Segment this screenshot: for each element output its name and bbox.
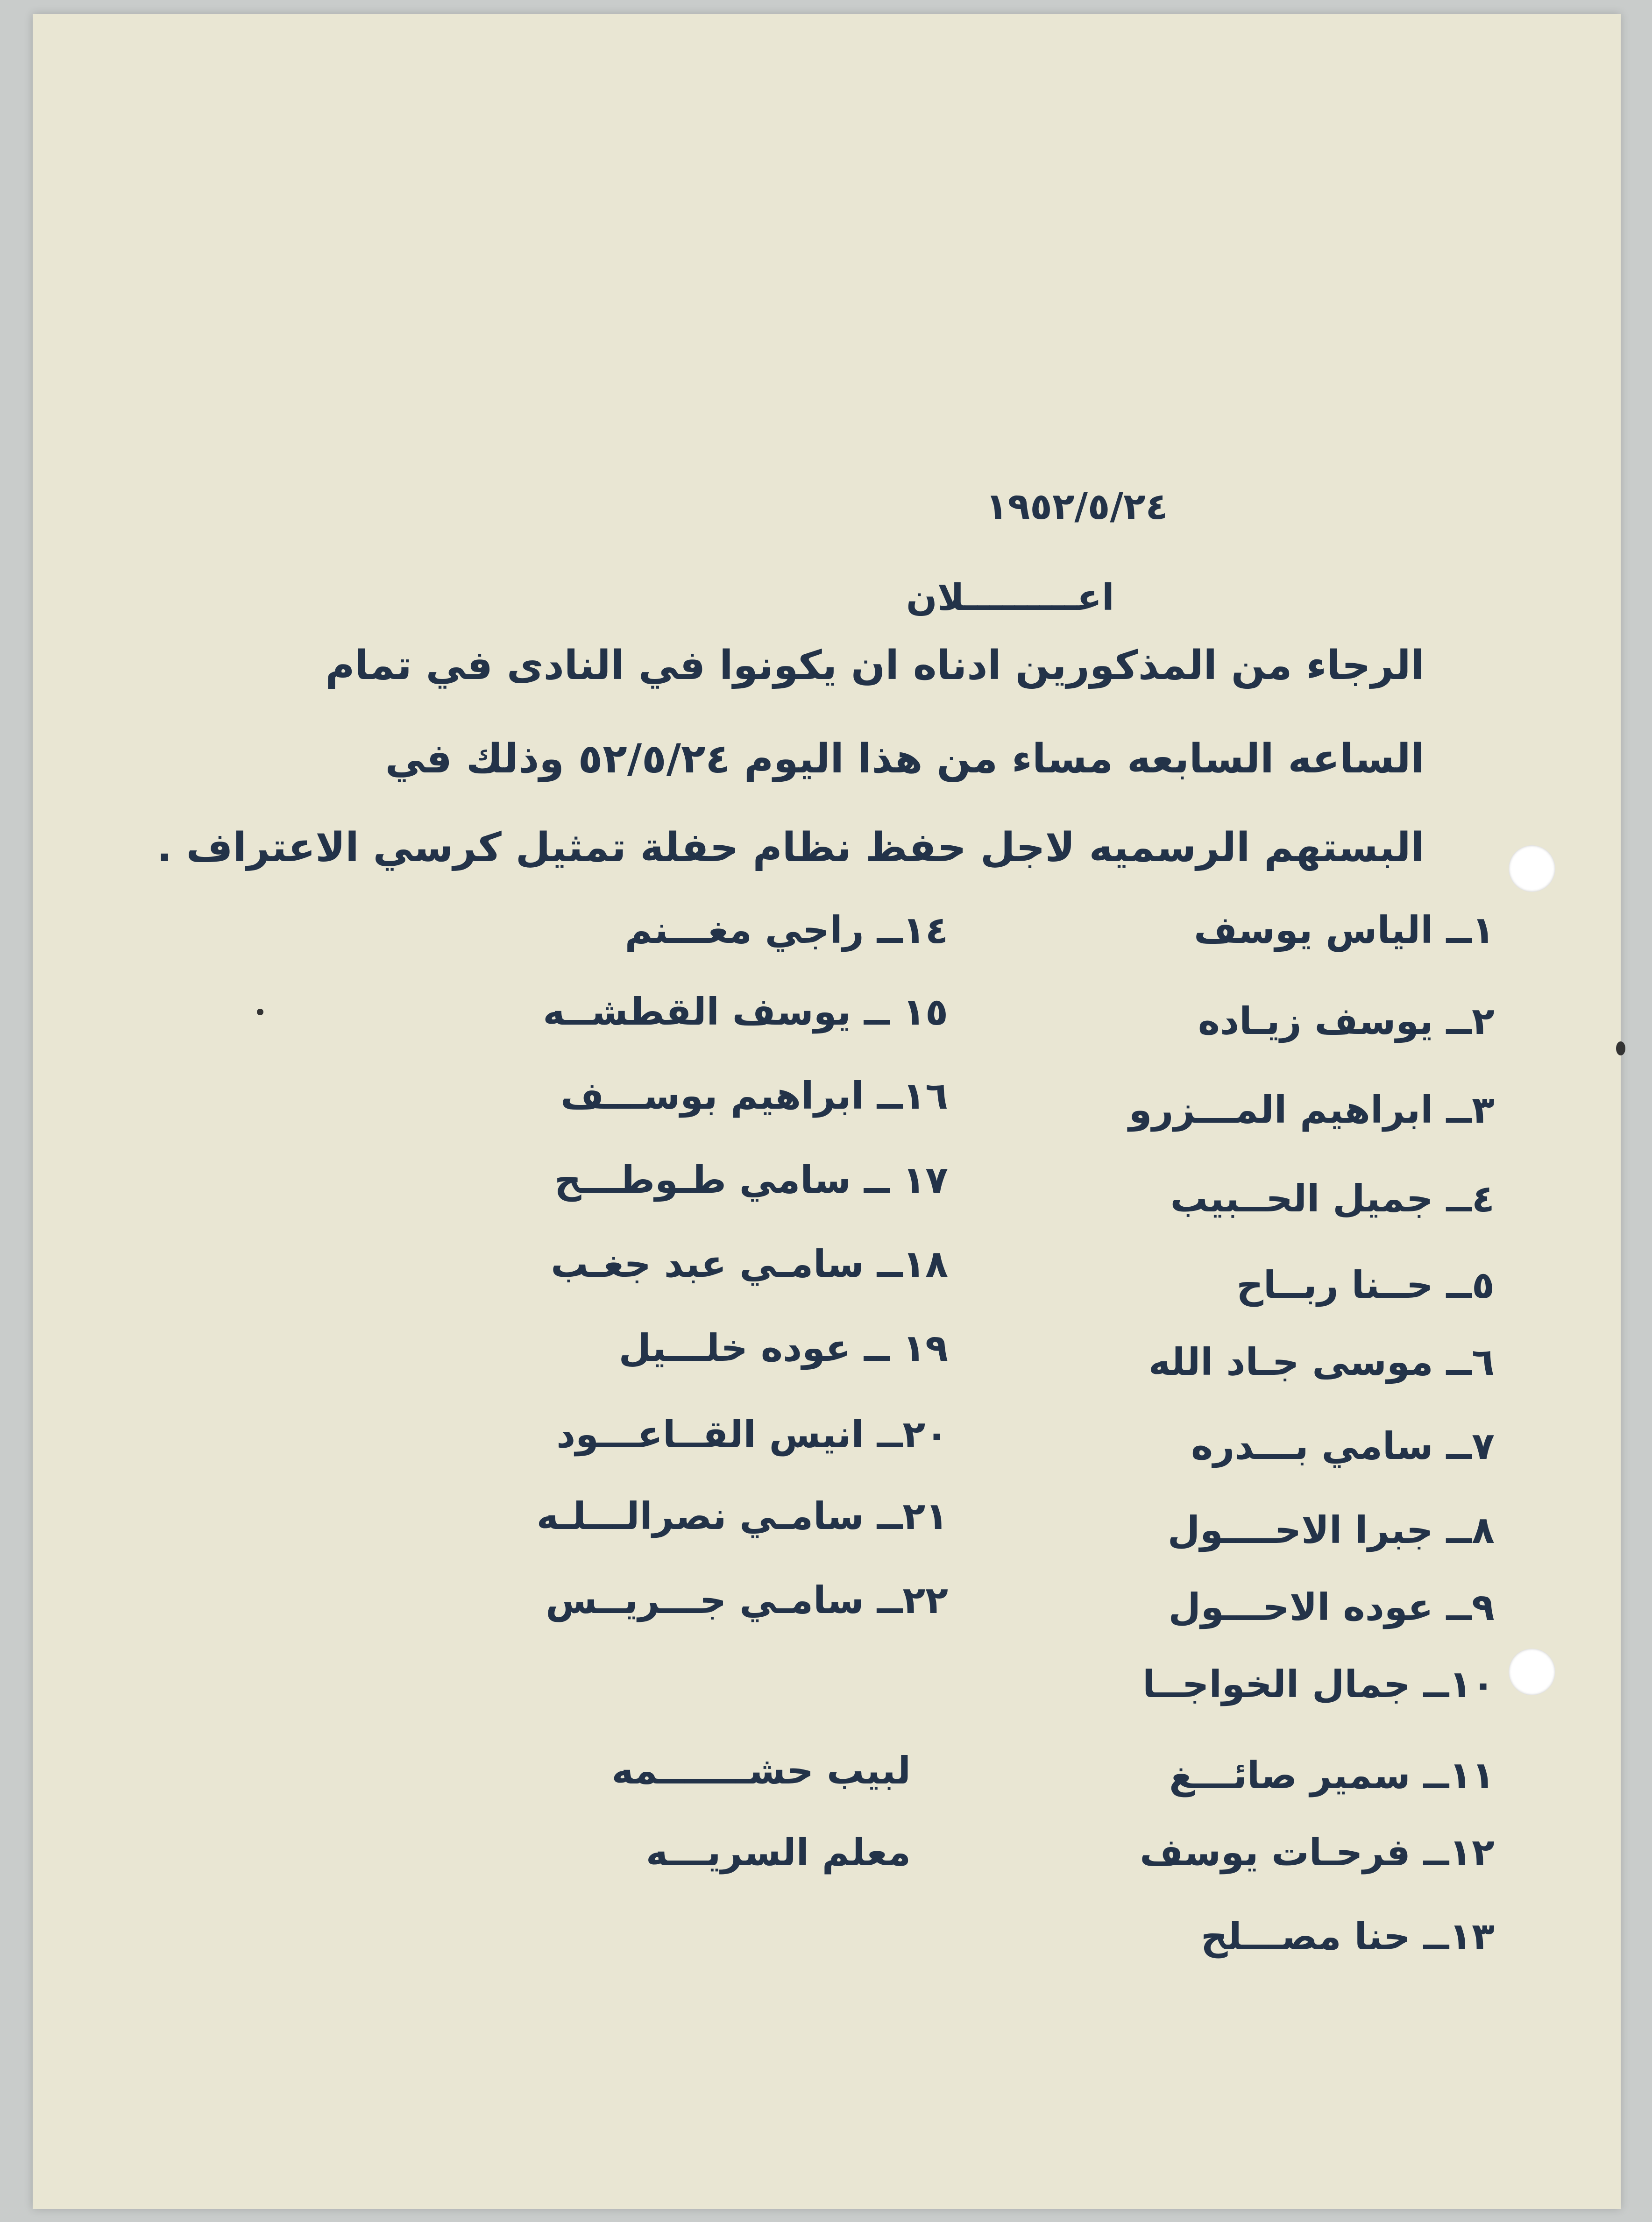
ink-speck	[1616, 1041, 1625, 1055]
body-line: الرجاء من المذكورين ادناه ان يكونوا في النادى في تمام	[325, 642, 1425, 689]
list-item: ١٨ــ سامـي عبد جغـب	[551, 1242, 948, 1286]
document-date: ١٩٥٢/٥/٢٤	[986, 486, 1168, 528]
body-line: البستهم الرسميه لاجل حفظ نظام حفلة تمثيل كرسي الاعتراف .	[156, 824, 1425, 871]
list-item: ١٢ــ فرحـات يوسف	[1140, 1831, 1495, 1874]
document-title: اعـــــــــلان	[906, 577, 1114, 619]
list-item: ١٧ ــ سامي طـوطـــح	[554, 1158, 948, 1202]
ink-speck	[257, 1009, 263, 1015]
list-item: ٥ــ حــنا ربــاح	[1236, 1263, 1495, 1307]
punch-hole	[1509, 845, 1555, 892]
list-item: ٤ــ جميل الحــبيب	[1170, 1177, 1495, 1220]
signature-name: لبيب حشـــــــمه	[611, 1749, 911, 1792]
list-item: ٩ــ عوده الاحـــول	[1168, 1585, 1495, 1629]
list-item: ١٤ــ راجي مغـــنم	[624, 908, 948, 952]
list-item: ٢ــ يوسف زيـاده	[1198, 999, 1495, 1043]
list-item: ٢٠ــ انيس القــاعـــود	[556, 1413, 948, 1456]
names-list-left	[33, 14, 1621, 2209]
list-item: ١٣ــ حنا مصـــلح	[1200, 1915, 1495, 1958]
list-item: ١ــ الياس يوسف	[1194, 908, 1495, 952]
body-line: الساعه السابعه مساء من هذا اليوم ٥٢/٥/٢٤ وذلك في	[385, 736, 1425, 782]
list-item: ٣ــ ابراهيم المـــزرو	[1128, 1088, 1495, 1132]
document-page	[33, 14, 1621, 2209]
list-item: ٧ــ سامي بـــدره	[1191, 1424, 1495, 1468]
list-item: ١٩ ــ عوده خلـــيل	[618, 1326, 948, 1370]
list-item: ٢١ــ سامـي نصرالـــلـه	[536, 1494, 948, 1538]
signature-role: معلم السريـــه	[645, 1831, 911, 1874]
list-item: ١٥ ــ يوسف القطشــه	[543, 990, 948, 1033]
list-item: ١٠ــ جمال الخواجــا	[1142, 1663, 1495, 1706]
list-item: ٢٢ــ سامـي جـــريــس	[546, 1578, 948, 1622]
punch-hole	[1509, 1649, 1555, 1695]
list-item: ٨ــ جبرا الاحــــول	[1167, 1508, 1495, 1552]
list-item: ١٦ــ ابراهيم بوســـف	[560, 1074, 948, 1118]
list-item: ٦ــ موسى جـاد الله	[1148, 1340, 1495, 1384]
list-item: ١١ــ سمير صائـــغ	[1169, 1754, 1495, 1797]
